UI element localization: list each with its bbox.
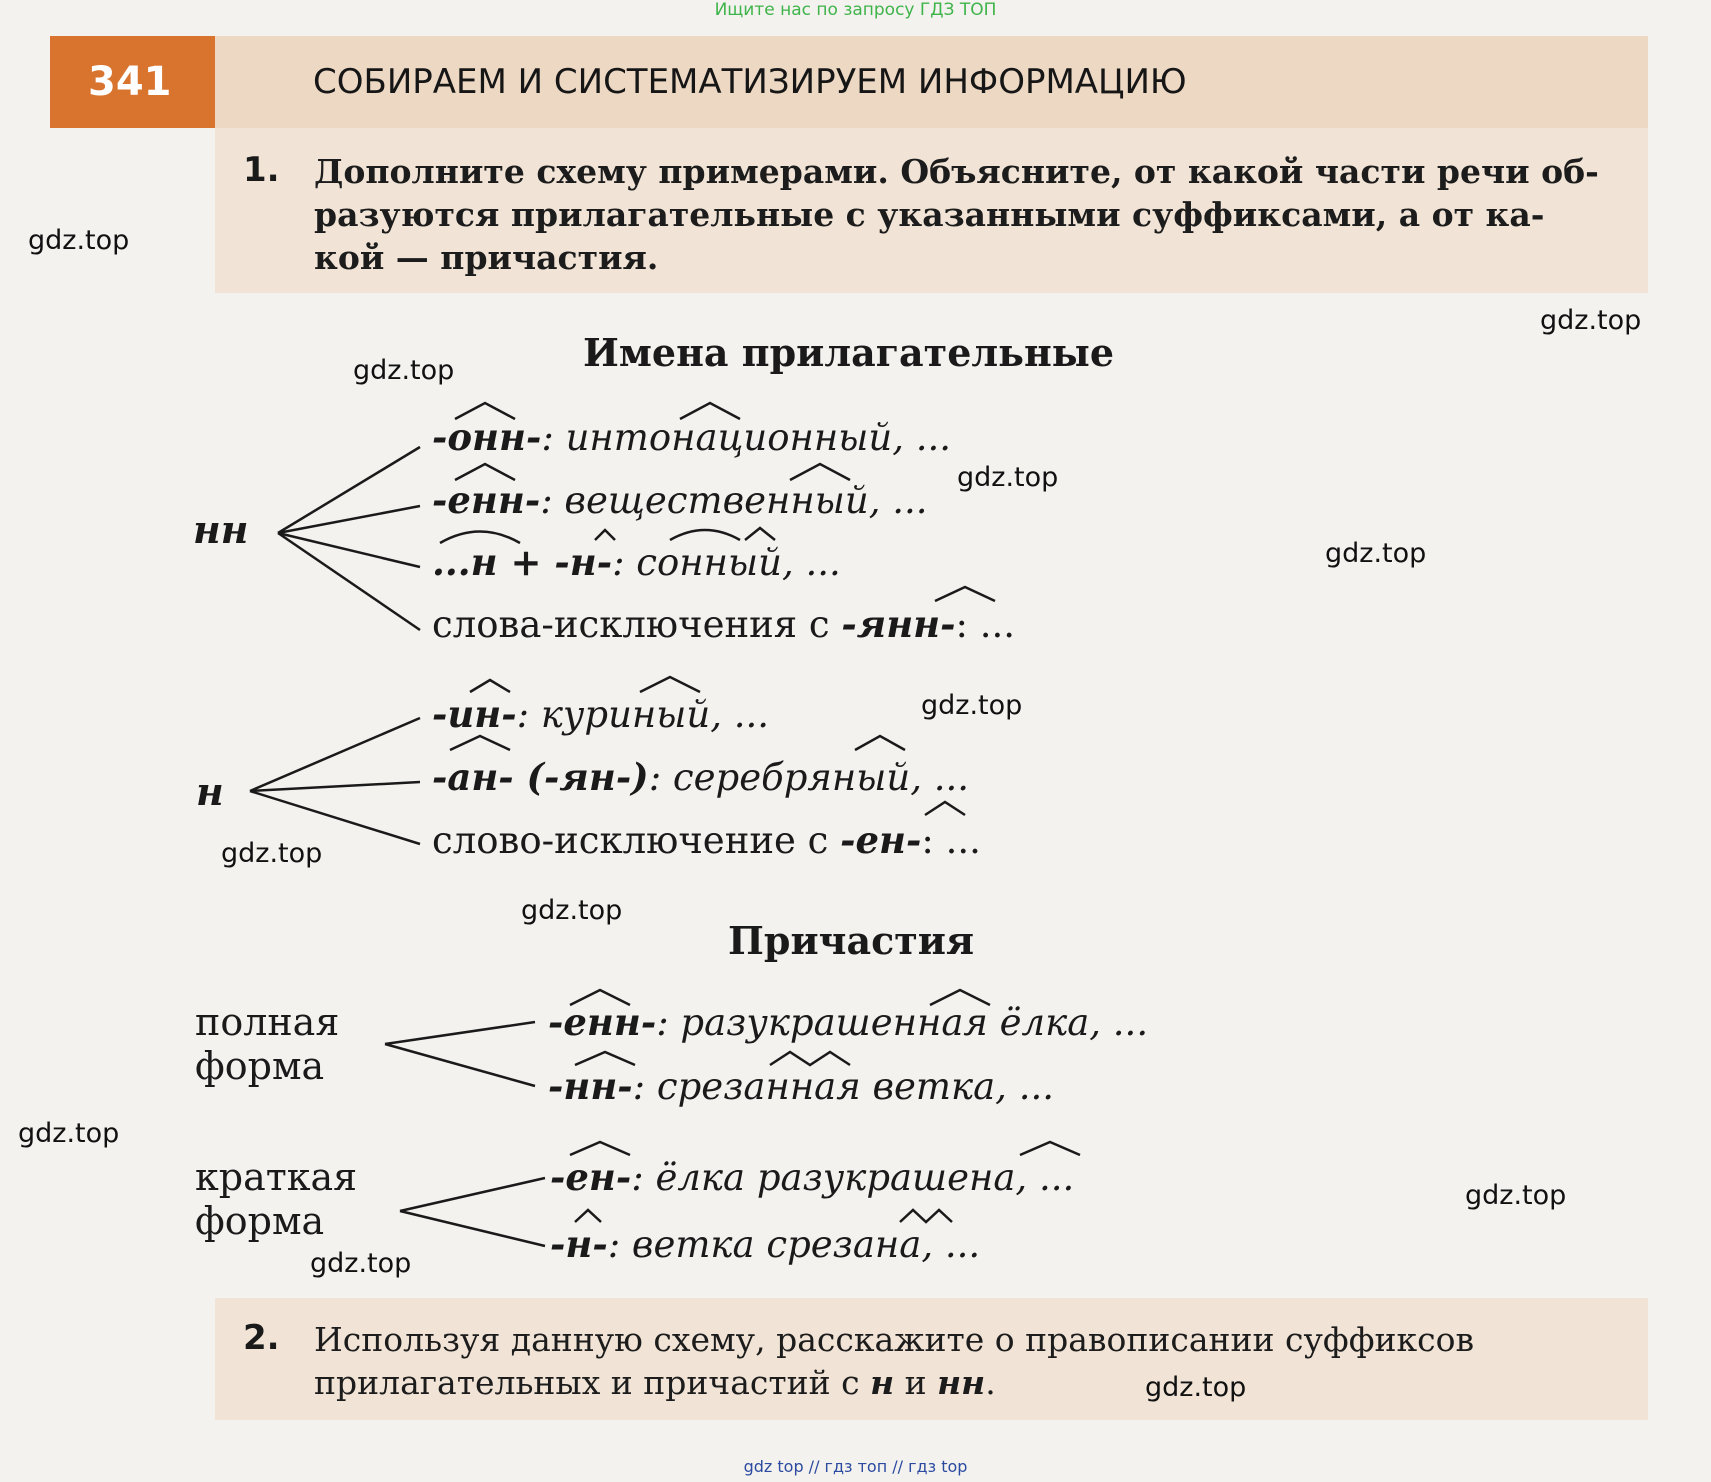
task1-line-2: разуются прилагательные с указанными суффиксами, а от ка- — [314, 195, 1545, 234]
suffix: -ин- — [432, 692, 517, 736]
watermark: gdz.top — [1540, 305, 1642, 336]
exercise-title: СОБИРАЕМ И СИСТЕМАТИЗИРУЕМ ИНФОРМАЦИЮ — [215, 36, 1648, 128]
suffix: -онн- — [432, 415, 542, 459]
full-item-nn — [548, 1064, 1054, 1109]
letter-n: н — [870, 1363, 895, 1402]
short-form-label-2: форма — [195, 1199, 325, 1243]
example: : сонный, ... — [612, 541, 841, 584]
example: : ... — [955, 603, 1016, 646]
full-form-label-2: форма — [195, 1044, 325, 1088]
watermark: gdz.top — [18, 1118, 120, 1149]
watermark: gdz.top — [521, 895, 623, 926]
example: : ветка срезана, ... — [607, 1223, 981, 1266]
nn-item-onn — [432, 415, 951, 460]
example: : интонационный, ... — [541, 416, 951, 459]
task1-number: 1. — [243, 150, 280, 190]
participles-heading: Причастия — [728, 918, 975, 963]
example: : ёлка разукрашена, ... — [631, 1156, 1075, 1199]
example: : куриный, ... — [516, 693, 770, 736]
prefix: слова-исключения с — [432, 603, 842, 646]
n-label: н — [196, 769, 224, 814]
task2-line-2-start: прилагательных и причастий с — [314, 1363, 871, 1402]
full-form-label-1: полная — [195, 1000, 340, 1044]
nn-item-exceptions — [432, 602, 1015, 647]
task1-line-3: кой — причастия. — [314, 238, 659, 277]
example: : срезанная ветка, ... — [632, 1065, 1054, 1108]
nn-item-n-plus-n — [432, 540, 841, 585]
short-item-n — [550, 1222, 980, 1267]
suffix: -енн- — [432, 478, 541, 522]
suffix: ...н + -н- — [432, 540, 613, 584]
task1-line-1: Дополните схему примерами. Объясните, от какой части речи об- — [314, 152, 1599, 191]
top-search-link[interactable]: Ищите нас по запросу ГДЗ ТОП — [714, 0, 997, 20]
bottom-site-link[interactable]: gdz top // гдз топ // гдз top — [743, 1457, 968, 1476]
short-item-en — [550, 1155, 1074, 1200]
watermark: gdz.top — [1325, 538, 1427, 569]
example: : вещественный, ... — [540, 479, 928, 522]
n-item-exception — [432, 818, 981, 863]
example: : ... — [921, 819, 981, 862]
watermark: gdz.top — [28, 225, 130, 256]
task2-line-1: Используя данную схему, расскажите о правописании суффиксов — [314, 1320, 1475, 1359]
full-item-enn — [548, 1000, 1148, 1045]
letters-nn: нн — [937, 1363, 986, 1402]
watermark: gdz.top — [921, 690, 1023, 721]
suffix: -нн- — [548, 1064, 633, 1108]
suffix: -янн- — [841, 602, 956, 646]
period: . — [985, 1363, 996, 1402]
suffix: -енн- — [548, 1000, 657, 1044]
exercise-number: 341 — [50, 36, 215, 128]
watermark: gdz.top — [1145, 1372, 1247, 1403]
and-word: и — [894, 1363, 938, 1402]
watermark: gdz.top — [957, 462, 1059, 493]
adjectives-heading: Имена прилагательные — [583, 330, 1115, 375]
watermark: gdz.top — [221, 838, 323, 869]
task2-number: 2. — [243, 1318, 280, 1358]
suffix: -ен- — [840, 818, 922, 862]
suffix: -н- — [550, 1222, 608, 1266]
suffix: -ан- (-ян-) — [432, 755, 649, 799]
example: : серебряный, ... — [648, 756, 970, 799]
prefix: слово-исключение с — [432, 819, 841, 862]
watermark: gdz.top — [310, 1248, 412, 1279]
n-item-an — [432, 755, 969, 800]
nn-label: нн — [193, 507, 249, 552]
nn-item-enn — [432, 478, 928, 523]
suffix: -ен- — [550, 1155, 632, 1199]
watermark: gdz.top — [353, 355, 455, 386]
task2-line-2 — [314, 1361, 996, 1404]
watermark: gdz.top — [1465, 1180, 1567, 1211]
example: : разукрашенная ёлка, ... — [656, 1001, 1149, 1044]
short-form-label-1: краткая — [195, 1155, 358, 1199]
n-item-in — [432, 692, 769, 737]
